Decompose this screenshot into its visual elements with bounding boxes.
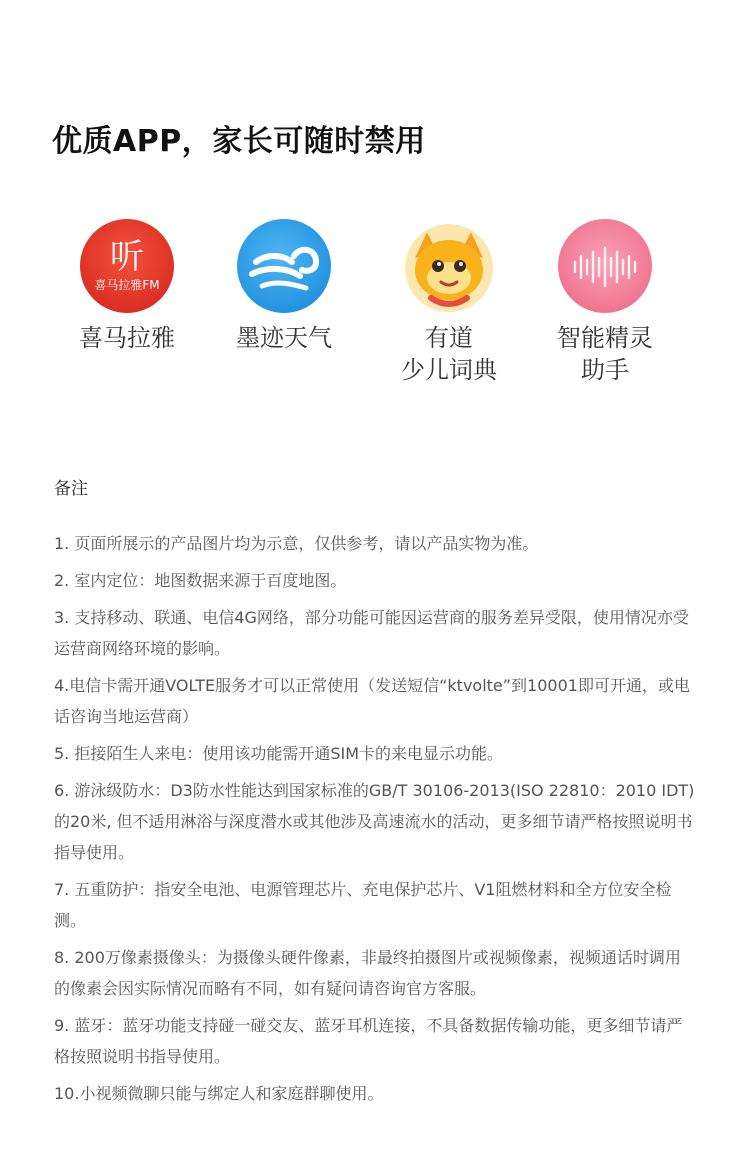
note-item: 1. 页面所展示的产品图片均为示意，仅供参考，请以产品实物为准。: [54, 534, 539, 553]
note-item: 10.小视频微聊只能与绑定人和家庭群聊使用。: [54, 1084, 384, 1103]
app-moji-weather[interactable]: [209, 218, 359, 354]
note-item: 3. 支持移动、联通、电信4G网络，部分功能可能因运营商的服务差异受限，使用情况亦受运营商网络环境的影响。: [54, 608, 689, 658]
smart-assistant-icon[interactable]: [557, 218, 653, 314]
note-item: 9. 蓝牙：蓝牙功能支持碰一碰交友、蓝牙耳机连接，不具备数据传输功能，更多细节请严格按照说明书指导使用。: [54, 1016, 683, 1066]
notes-title: 备注: [54, 479, 88, 499]
app-ximalaya[interactable]: [52, 218, 202, 354]
youdao-kids-dictionary-icon[interactable]: [401, 218, 497, 314]
note-item: 7. 五重防护：指安全电池、电源管理芯片、充电保护芯片、V1阻燃材料和全方位安全检测。: [54, 880, 672, 930]
svg-text:喜马拉雅FM: 喜马拉雅FM: [94, 278, 160, 292]
app-name: 喜马拉雅: [79, 324, 175, 352]
notes-list: [54, 528, 696, 1115]
note-item: 2. 室内定位：地图数据来源于百度地图。: [54, 571, 347, 590]
note-item: 8. 200万像素摄像头：为摄像头硬件像素，非最终拍摄图片或视频像素，视频通话时调用的像素会因实际情况而略有不同，如有疑问请咨询官方客服。: [54, 948, 681, 998]
svg-text:听: 听: [110, 237, 144, 277]
page-headline: 优质APP，家长可随时禁用: [52, 124, 426, 159]
note-item: 4.电信卡需开通VOLTE服务才可以正常使用（发送短信“ktvolte”到10001即可开通，或电话咨询当地运营商）: [54, 676, 690, 726]
ximalaya-icon[interactable]: [79, 218, 175, 314]
app-smart-assistant[interactable]: [530, 218, 680, 386]
note-item: 5. 拒接陌生人来电：使用该功能需开通SIM卡的来电显示功能。: [54, 744, 504, 763]
note-item: 6. 游泳级防水：D3防水性能达到国家标准的GB/T 30106-2013(ISO 22810：2010 IDT)的20米, 但不适用淋浴与深度潜水或其他涉及高速流水的活动，更多细节请严格按照说明书指导使用。: [54, 781, 695, 862]
app-name: 智能精灵 助手: [557, 324, 653, 384]
app-name: 有道 少儿词典: [401, 324, 497, 384]
app-youdao-kids-dictionary[interactable]: [374, 218, 524, 386]
app-name: 墨迹天气: [236, 324, 332, 352]
moji-weather-icon[interactable]: [236, 218, 332, 314]
app-list: [52, 218, 712, 418]
